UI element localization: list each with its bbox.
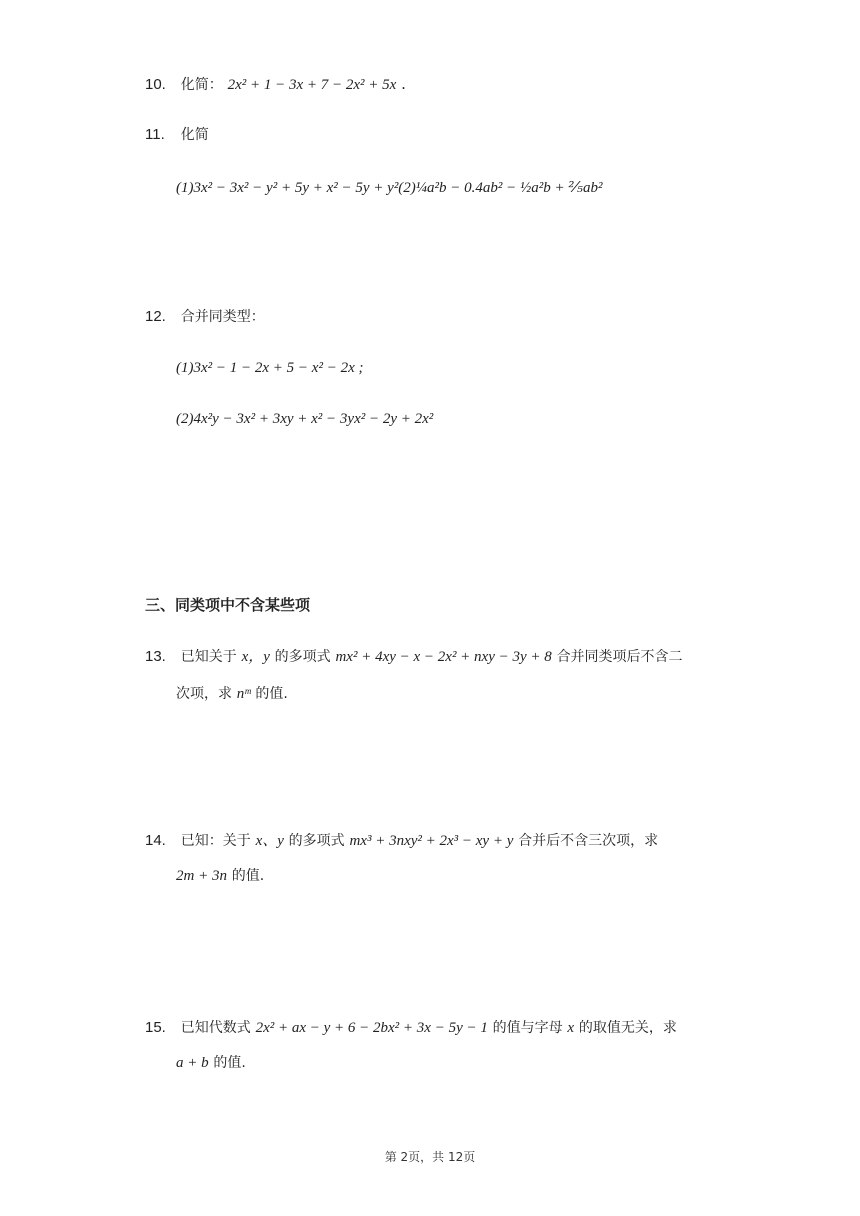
math-variable: x，y [241, 649, 270, 665]
question-text: 合并同类项后不含二 [556, 649, 683, 665]
question-text: 合并同类型： [180, 309, 265, 325]
question-text: 已知关于 [180, 649, 237, 665]
question-12 [145, 306, 265, 327]
question-text: 已知：关于 [180, 833, 251, 849]
math-expression: 2m + 3n [176, 868, 227, 884]
question-text: 的多项式 [274, 649, 331, 665]
question-text: 的值. [213, 1055, 246, 1071]
question-text: 的多项式 [288, 833, 345, 849]
question-text: 化简 [180, 127, 209, 143]
question-number: 12. [145, 308, 166, 325]
question-11-expression [176, 177, 602, 198]
question-number: 13. [145, 648, 166, 665]
question-14-line-2 [176, 865, 264, 886]
question-15 [145, 1017, 677, 1038]
math-expression: (2)4x²y − 3x² + 3xy + x² − 3yx² − 2y + 2x² [176, 411, 434, 427]
question-15-line-2 [176, 1052, 246, 1073]
math-expression: a + b [176, 1055, 209, 1071]
math-expression: nᵐ [236, 686, 251, 702]
question-text: 的值. [255, 686, 288, 702]
question-text: 次项，求 [176, 686, 232, 702]
math-expression: (1)3x² − 1 − 2x + 5 − x² − 2x ; [176, 360, 364, 376]
section-heading: 三、同类项中不含某些项 [145, 596, 311, 614]
question-number: 14. [145, 832, 166, 849]
question-14 [145, 830, 658, 851]
question-text: 的取值无关，求 [578, 1020, 677, 1036]
question-text: 已知代数式 [180, 1020, 251, 1036]
question-12-part-1 [176, 357, 363, 378]
question-text: 的值. [231, 868, 265, 884]
question-number: 10. [145, 76, 166, 93]
math-expression: (1)3x² − 3x² − y² + 5y + x² − 5y + y²(2)¼a²b − 0.4ab² − ½a²b + ⅖ab² [176, 180, 603, 196]
question-10 [145, 74, 406, 95]
math-expression: 2x² + 1 − 3x + 7 − 2x² + 5x [227, 77, 397, 93]
question-number: 15. [145, 1019, 166, 1036]
question-text: 合并后不含三次项，求 [518, 833, 659, 849]
page-footer: 第 2页，共 12页 [384, 1150, 476, 1164]
question-12-part-2 [176, 408, 433, 429]
math-variable: x [567, 1020, 575, 1036]
math-expression: mx³ + 3nxy² + 2x³ − xy + y [349, 833, 514, 849]
question-13-line-2 [176, 683, 288, 704]
math-expression: 2x² + ax − y + 6 − 2bx² + 3x − 5y − 1 [255, 1020, 488, 1036]
math-variable: x、y [255, 833, 284, 849]
question-11 [145, 124, 209, 145]
question-text: 化简： [180, 77, 223, 93]
question-13 [145, 646, 683, 667]
punctuation: . [401, 75, 406, 93]
question-number: 11. [145, 126, 165, 143]
question-text: 的值与字母 [492, 1020, 563, 1036]
math-expression: mx² + 4xy − x − 2x² + nxy − 3y + 8 [335, 649, 552, 665]
